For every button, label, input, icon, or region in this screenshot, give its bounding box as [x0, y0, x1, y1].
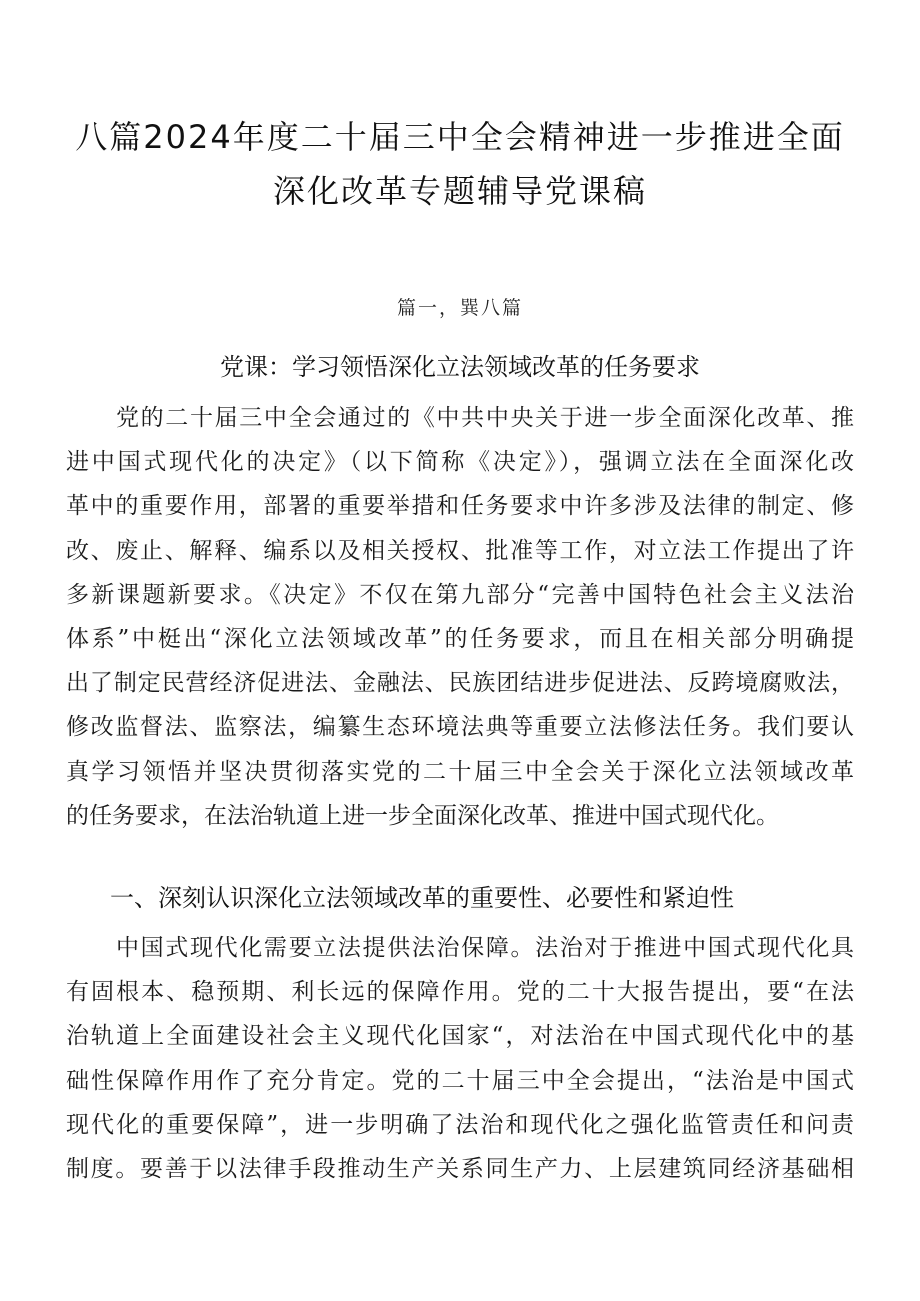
document-title-line-1: 八篇2024年度二十届三中全会精神进一步推进全面: [75, 118, 845, 156]
paragraph-line: 治轨道上全面建设社会主义现代化国家“，对法治在中国式现代化中的基: [66, 1023, 854, 1050]
section-title: 党课：学习领悟深化立法领域改革的任务要求: [220, 353, 700, 381]
paragraph-line: 出了制定民营经济促进法、金融法、民族团结进步促进法、反跨境腐败法，: [66, 670, 854, 697]
paragraph-line: 有固根本、稳预期、利长远的保障作用。党的二十大报告提出，要“在法: [66, 979, 854, 1006]
paragraph-line: 革中的重要作用，部署的重要举措和任务要求中许多涉及法律的制定、修: [66, 493, 854, 520]
paragraph-2: [66, 926, 854, 1191]
paragraph-line: 党的二十届三中全会通过的《中共中央关于进一步全面深化改革、推: [116, 405, 854, 431]
paragraph-line: 真学习领悟并坚决贯彻落实党的二十届三中全会关于深化立法领域改革: [66, 758, 854, 785]
paragraph-line: 础性保障作用作了充分肯定。党的二十届三中全会提出，“法治是中国式: [66, 1067, 854, 1094]
document-title-line-2: 深化改革专题辅导党课稿: [272, 172, 647, 210]
paragraph-line: 制度。要善于以法律手段推动生产关系同生产力、上层建筑同经济基础相: [66, 1155, 854, 1182]
document-subtitle: 篇一，巽八篇: [396, 297, 523, 319]
paragraph-line: 的任务要求，在法治轨道上进一步全面深化改革、推进中国式现代化。: [66, 802, 779, 829]
paragraph-1: [66, 396, 854, 838]
paragraph-line: 修改监督法、监察法，编纂生态环境法典等重要立法修法任务。我们要认: [66, 714, 854, 741]
section-heading-1: 一、深刻认识深化立法领域改革的重要性、必要性和紧迫性: [110, 884, 734, 912]
paragraph-line: 中国式现代化需要立法提供法治保障。法治对于推进中国式现代化具: [116, 935, 854, 961]
paragraph-line: 现代化的重要保障”，进一步明确了法治和现代化之强化监管责任和问责: [66, 1111, 854, 1138]
paragraph-line: 改、废止、解释、编系以及相关授权、批准等工作，对立法工作提出了许: [66, 537, 854, 564]
paragraph-line: 体系”中梃出“深化立法领域改革”的任务要求，而且在相关部分明确提: [66, 625, 854, 652]
paragraph-line: 多新课题新要求。《决定》不仅在第九部分“完善中国特色社会主义法治: [66, 581, 854, 608]
paragraph-line: 进中国式现代化的决定》（以下简称《决定》），强调立法在全面深化改: [66, 449, 854, 476]
